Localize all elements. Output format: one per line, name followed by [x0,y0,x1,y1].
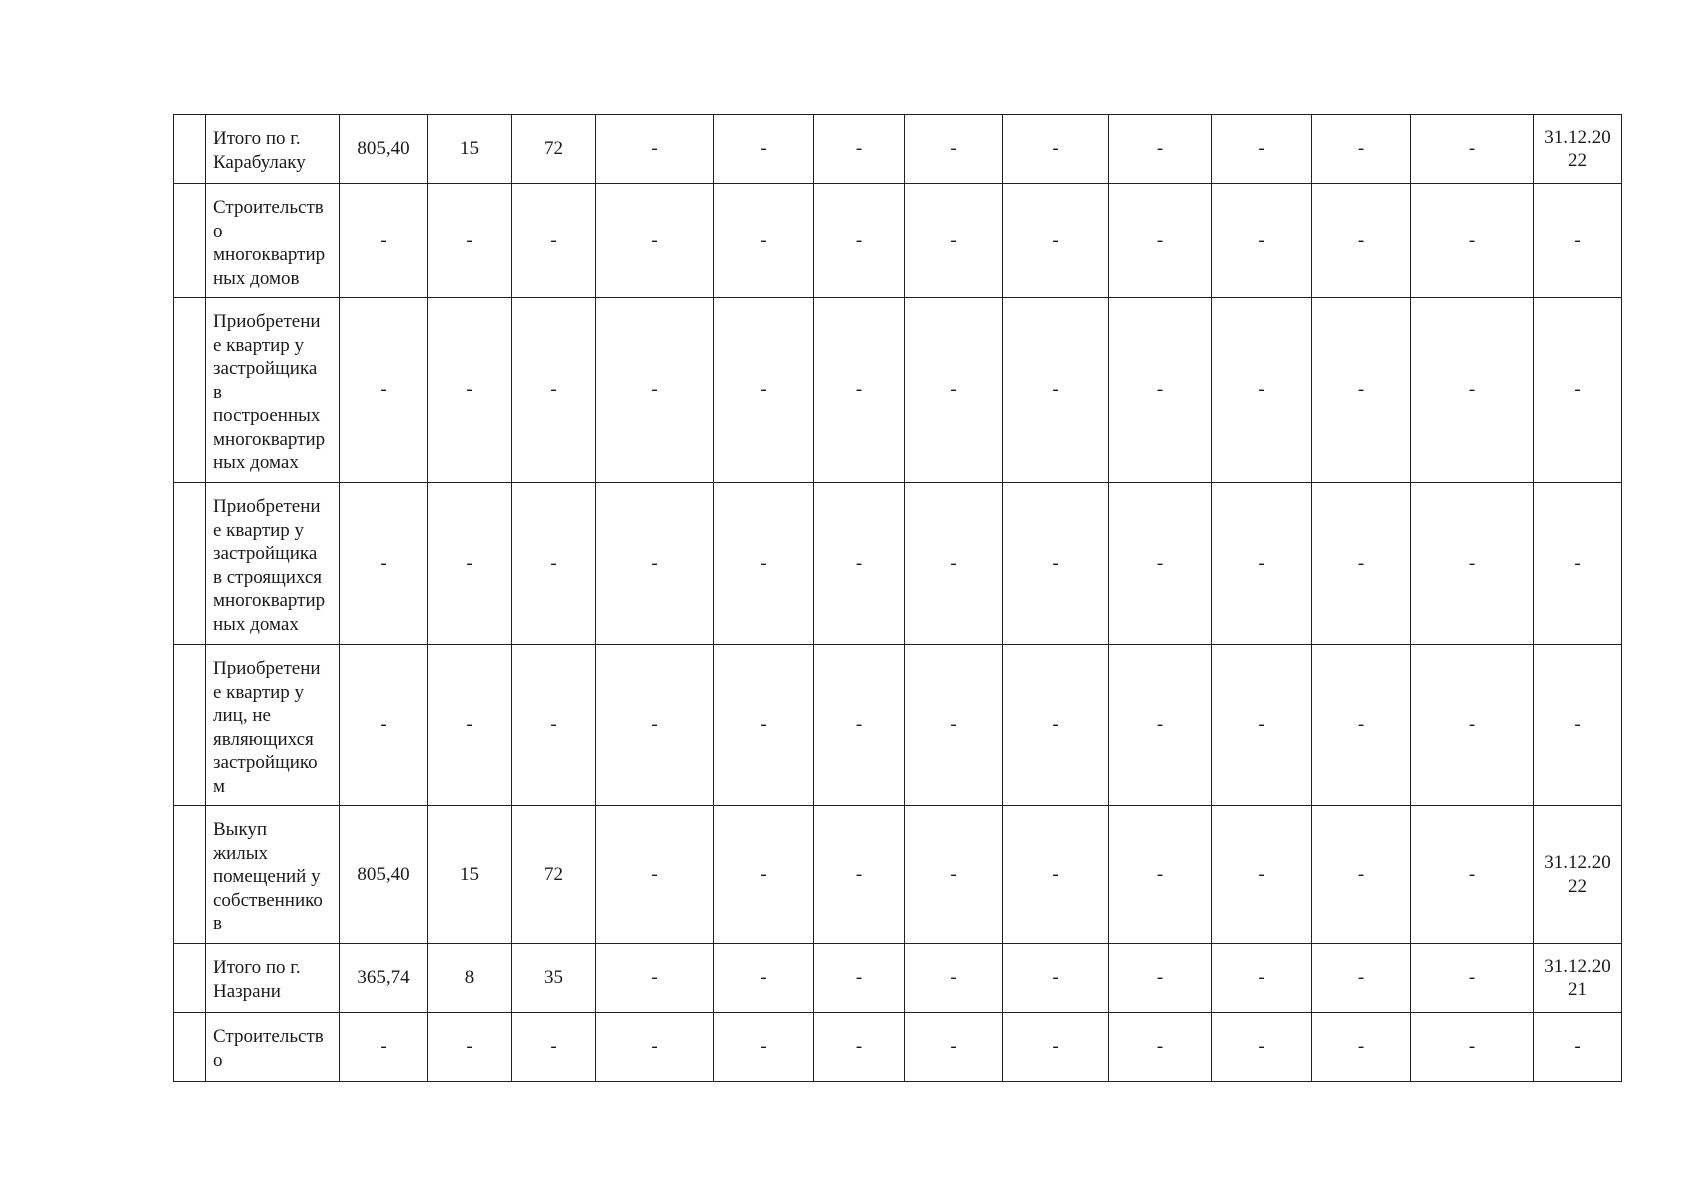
row-name-line: в [213,381,222,403]
table-row [174,115,1622,184]
row-name-cell [206,298,340,483]
row-number-cell [174,483,206,645]
value-cell: - [1411,184,1534,298]
value-cell: - [905,483,1003,645]
value-cell: - [1411,806,1534,944]
row-number-cell [174,115,206,184]
value-cell: - [1312,298,1411,483]
value-cell: - [714,298,814,483]
value-cell: - [1109,806,1212,944]
row-name-cell [206,645,340,806]
row-number-cell [174,298,206,483]
value-cell: - [714,806,814,944]
row-number-cell [174,944,206,1013]
value-cell: - [1411,1013,1534,1082]
deadline-line: - [1574,714,1581,736]
row-name-line: многоквартир [213,590,326,611]
value-cell: - [1003,184,1109,298]
deadline-line: 31.12.20 [1544,852,1611,873]
deadline-line: 31.12.20 [1544,955,1611,977]
value-cell: - [340,645,428,806]
value-cell: - [714,483,814,645]
value-cell: - [905,298,1003,483]
value-cell: - [1003,298,1109,483]
value-cell: 365,74 [340,944,428,1013]
row-number-cell [174,645,206,806]
row-name-line: жилых [213,842,269,864]
row-name-cell [206,806,340,944]
deadline-line: - [1574,229,1581,251]
value-cell: - [1109,115,1212,184]
value-cell: - [1312,184,1411,298]
value-cell: - [1003,483,1109,645]
value-cell: - [814,944,905,1013]
value-cell: - [1109,483,1212,645]
value-cell: - [905,645,1003,806]
row-name-cell [206,483,340,645]
value-cell: - [1212,806,1312,944]
value-cell: - [596,806,714,944]
value-cell: - [428,645,512,806]
deadline-line: 31.12.20 [1544,126,1611,148]
row-number-cell [174,1013,206,1082]
value-cell: - [596,483,714,645]
row-name-line: помещений у [213,866,321,887]
value-cell: 72 [512,115,596,184]
value-cell: - [428,184,512,298]
value-cell: - [814,1013,905,1082]
value-cell: - [1003,115,1109,184]
deadline-line: - [1574,379,1581,401]
row-name-cell [206,1013,340,1082]
value-cell: - [1411,115,1534,184]
value-cell: - [714,645,814,806]
row-name-line: Выкуп [213,819,268,840]
value-cell: - [596,298,714,483]
row-number-cell [174,184,206,298]
row-name-cell [206,184,340,298]
value-cell: - [1003,645,1109,806]
value-cell: - [714,184,814,298]
value-cell: - [1312,806,1411,944]
value-cell: - [1003,944,1109,1013]
value-cell: - [905,806,1003,944]
row-name-line: о [213,220,223,242]
value-cell: 805,40 [340,806,428,944]
value-cell: - [1212,184,1312,298]
row-name-line: Строительств [213,1026,324,1047]
row-name-line: застройщико [213,752,318,773]
row-name-line: е квартир у [213,334,305,356]
value-cell: - [905,1013,1003,1082]
value-cell: - [1411,298,1534,483]
value-cell: - [340,184,428,298]
row-name-line: многоквартир [213,244,326,265]
row-name-cell [206,944,340,1013]
deadline-cell [1534,115,1622,184]
deadline-line: 22 [1568,150,1587,171]
value-cell: - [596,115,714,184]
row-name-line: многоквартир [213,428,326,450]
value-cell: - [814,483,905,645]
value-cell: - [1212,483,1312,645]
table-body [174,115,1622,1082]
value-cell: 15 [428,806,512,944]
deadline-line: 21 [1568,979,1587,1000]
row-name-line: ных домов [213,267,300,289]
row-name-line: Приобретени [213,658,321,679]
deadline-cell [1534,806,1622,944]
value-cell: - [596,645,714,806]
value-cell: - [1212,298,1312,483]
row-name-line: являющихся [213,728,314,750]
value-cell: - [1109,645,1212,806]
row-name-line: е квартир у [213,519,305,541]
row-name-line: лиц, не [213,705,271,726]
row-name-line: построенных [213,405,321,426]
row-name-cell [206,115,340,184]
value-cell: - [814,184,905,298]
value-cell: - [596,1013,714,1082]
row-name-line: собственнико [213,889,323,911]
value-cell: - [512,184,596,298]
value-cell: - [596,944,714,1013]
value-cell: - [1312,645,1411,806]
value-cell: - [1312,1013,1411,1082]
value-cell: - [714,1013,814,1082]
value-cell: - [1411,645,1534,806]
row-name-line: застройщика [213,543,318,564]
value-cell: - [1411,944,1534,1013]
value-cell: - [1109,184,1212,298]
value-cell: - [428,298,512,483]
value-cell: - [1109,1013,1212,1082]
table-row [174,298,1622,483]
deadline-line: - [1574,552,1581,574]
value-cell: - [1212,944,1312,1013]
value-cell: 8 [428,944,512,1013]
row-name-line: ных домах [213,613,299,635]
deadline-cell [1534,645,1622,806]
value-cell: 35 [512,944,596,1013]
value-cell: - [340,1013,428,1082]
value-cell: - [1212,115,1312,184]
deadline-cell [1534,298,1622,483]
row-name-line: застройщика [213,358,318,379]
value-cell: - [1212,1013,1312,1082]
deadline-line: 22 [1568,875,1587,897]
row-name-line: е квартир у [213,681,305,703]
value-cell: - [340,483,428,645]
value-cell: - [1411,483,1534,645]
value-cell: - [714,115,814,184]
value-cell: - [1312,115,1411,184]
value-cell: - [1109,944,1212,1013]
value-cell: - [905,184,1003,298]
value-cell: - [905,944,1003,1013]
row-name-line: м [213,775,226,797]
value-cell: - [1212,645,1312,806]
value-cell: - [512,645,596,806]
table-row [174,645,1622,806]
value-cell: - [512,298,596,483]
value-cell: - [428,483,512,645]
row-name-line: в [213,913,222,934]
row-name-line: ных домах [213,452,299,473]
value-cell: - [1312,483,1411,645]
value-cell: - [814,806,905,944]
table-row [174,944,1622,1013]
table-row [174,184,1622,298]
row-name-line: в строящихся [213,566,322,588]
row-name-line: Приобретени [213,311,321,332]
value-cell: - [1109,298,1212,483]
table-row [174,1013,1622,1082]
value-cell: - [1312,944,1411,1013]
row-name-line: Итого по г. [213,957,301,978]
row-name-line: Приобретени [213,496,321,517]
table-row [174,806,1622,944]
deadline-cell [1534,944,1622,1013]
value-cell: - [512,1013,596,1082]
data-table [173,114,1622,1082]
value-cell: - [905,115,1003,184]
value-cell: - [596,184,714,298]
value-cell: - [512,483,596,645]
deadline-cell [1534,1013,1622,1082]
value-cell: - [814,298,905,483]
row-name-line: Строительств [213,197,324,218]
value-cell: - [814,115,905,184]
value-cell: 15 [428,115,512,184]
value-cell: - [814,645,905,806]
deadline-cell [1534,483,1622,645]
row-name-line: Назрани [213,980,281,1002]
value-cell: 72 [512,806,596,944]
value-cell: - [1003,806,1109,944]
row-name-line: о [213,1049,223,1071]
value-cell: - [714,944,814,1013]
row-name-line: Карабулаку [213,151,306,173]
deadline-cell [1534,184,1622,298]
value-cell: 805,40 [340,115,428,184]
value-cell: - [340,298,428,483]
table-row [174,483,1622,645]
value-cell: - [428,1013,512,1082]
value-cell: - [1003,1013,1109,1082]
row-number-cell [174,806,206,944]
row-name-line: Итого по г. [213,128,301,149]
deadline-line: - [1574,1036,1581,1058]
